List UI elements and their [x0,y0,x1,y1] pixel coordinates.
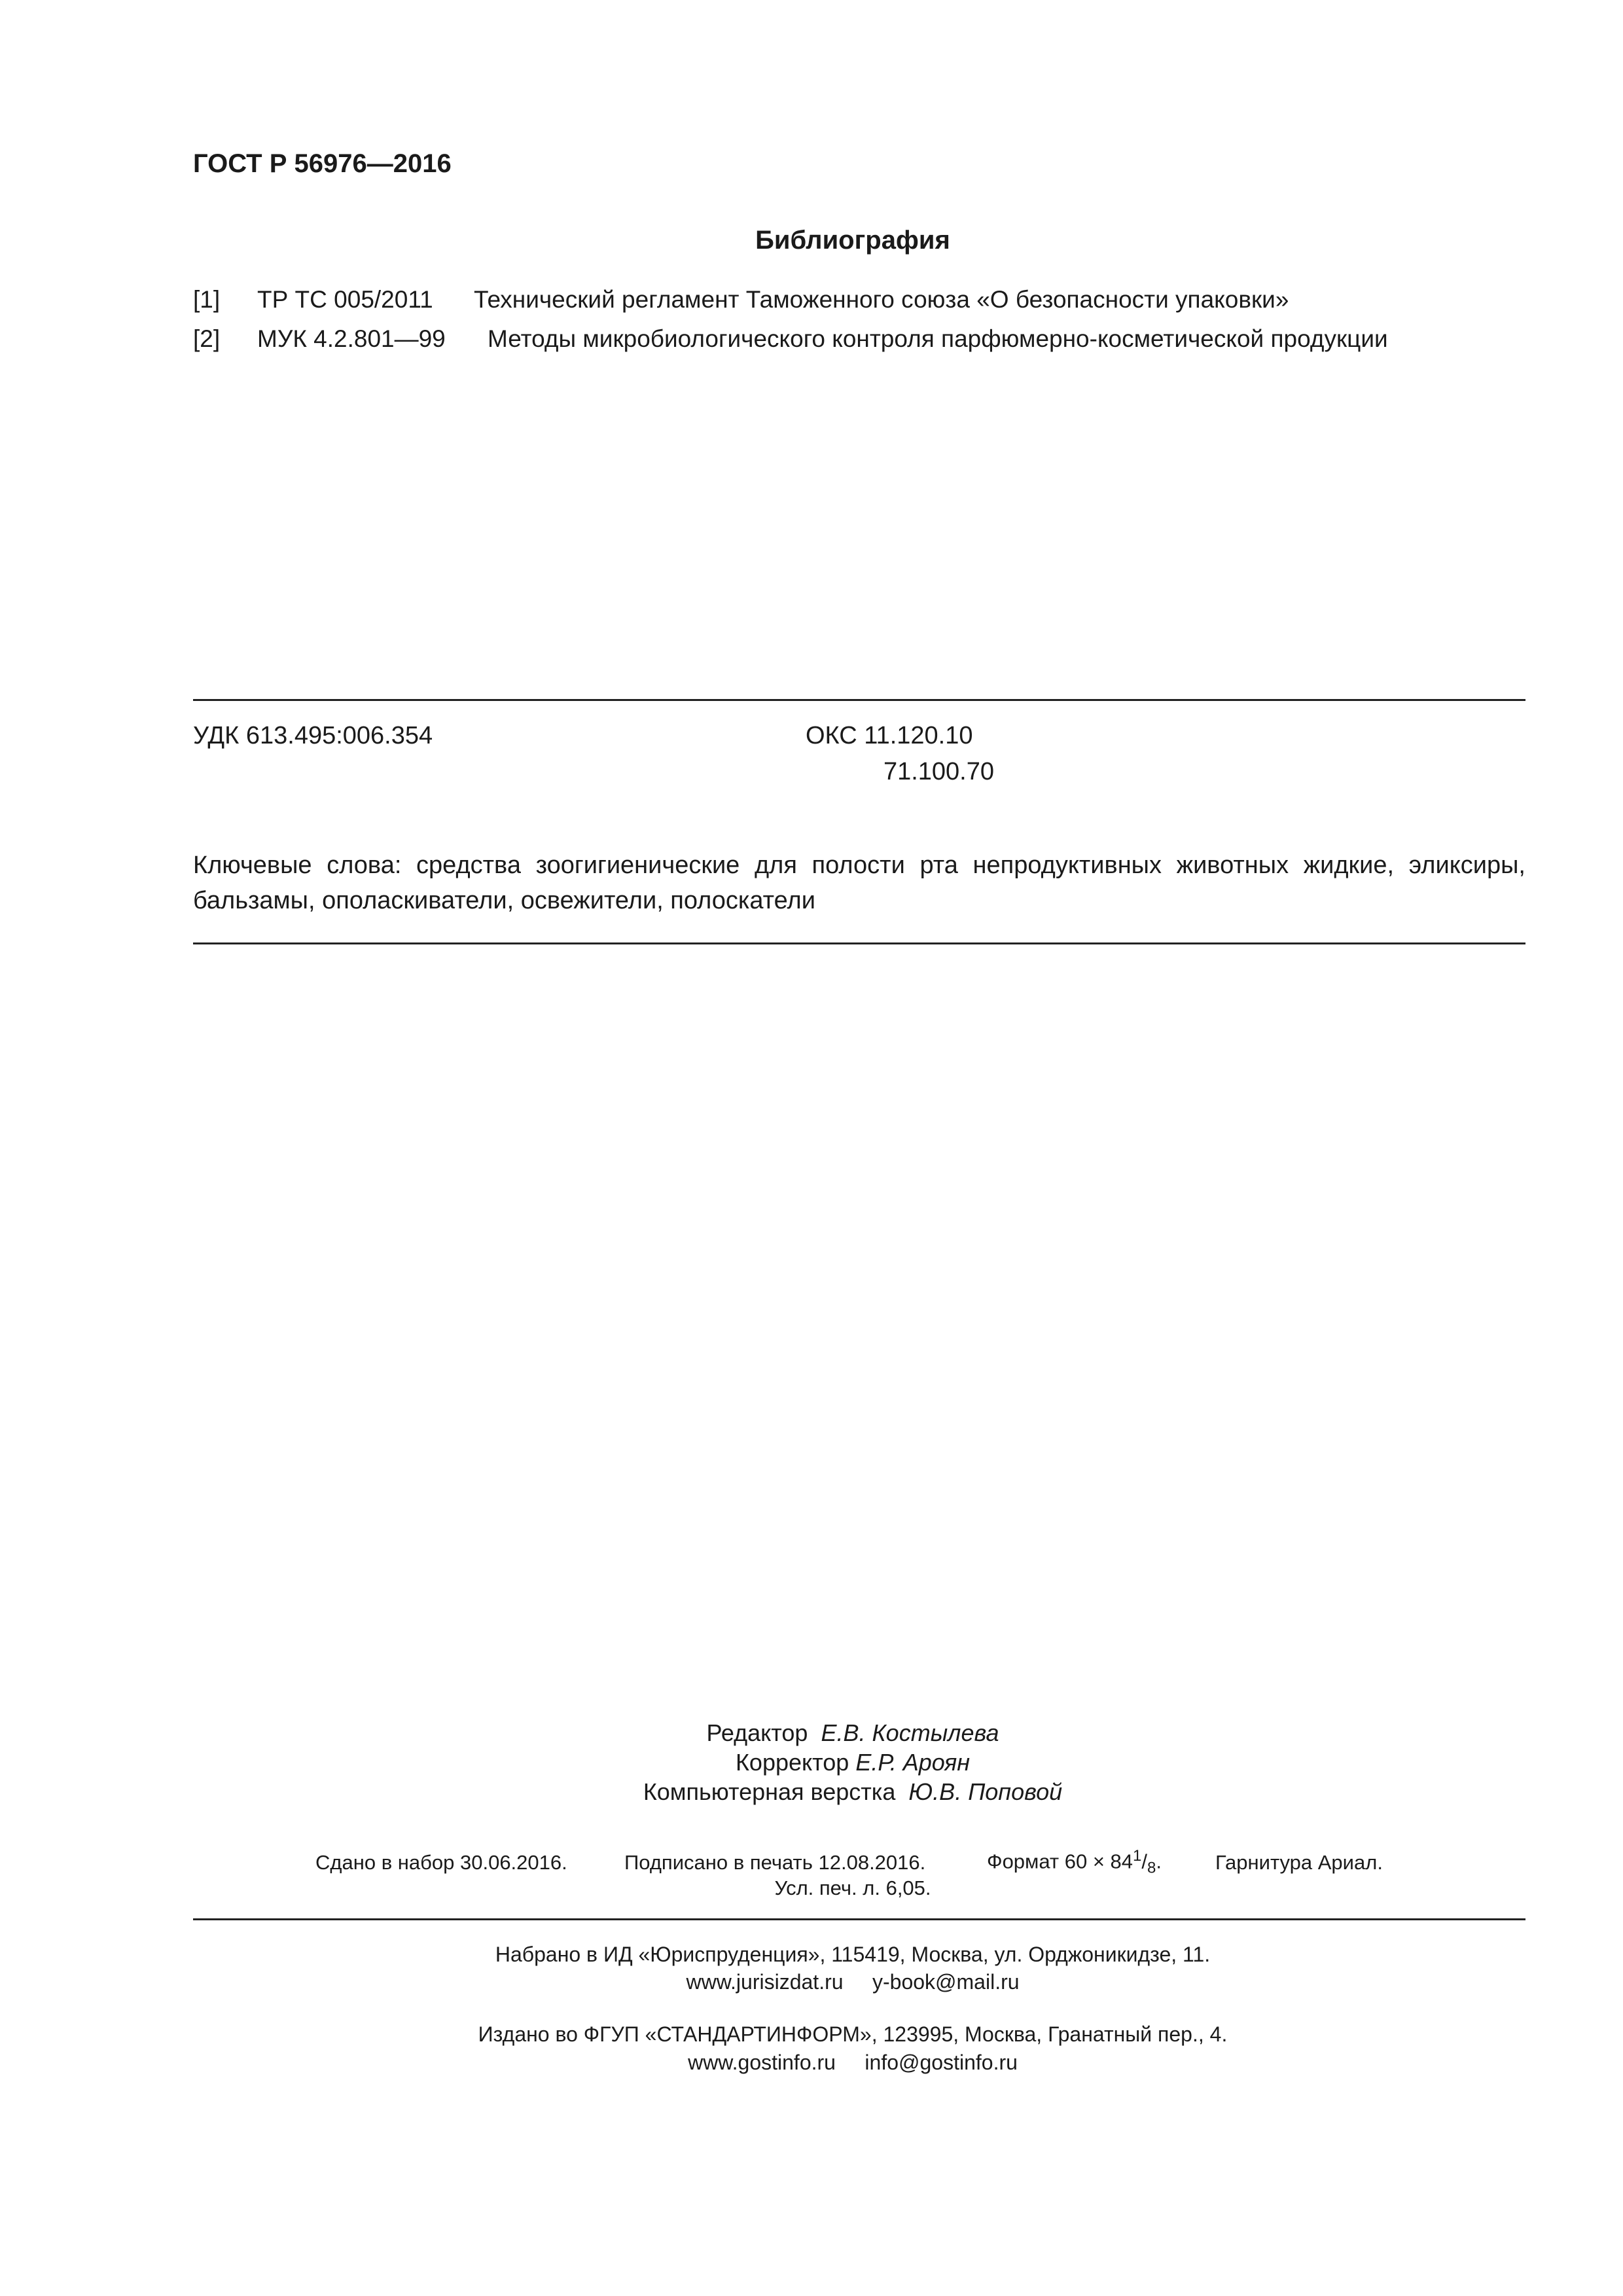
typeset-contacts [0,1970,1623,1994]
font-name: Гарнитура Ариал. [1215,1851,1383,1874]
layout-label: Компьютерная верстка [643,1778,896,1805]
signed-date: Подписано в печать 12.08.2016. [624,1851,926,1874]
publish-contacts [0,2051,1623,2075]
format-prefix: Формат 60 × 84 [987,1850,1133,1873]
publish-line: Издано во ФГУП «СТАНДАРТИНФОРМ», 123995, Москва, Гранатный пер., 4. [478,2022,1228,2046]
layout-line [0,1778,1623,1806]
editor-line [0,1719,1623,1747]
document-code: ГОСТ Р 56976—2016 [193,149,452,178]
paper-format [987,1847,1162,1878]
format-sup: 1 [1133,1847,1142,1865]
format-suffix: . [1156,1850,1162,1873]
editor-name: Е.В. Костылева [821,1719,999,1746]
bibliography-item-code: МУК 4.2.801—99 [257,325,446,352]
corrector-name: Е.Р. Ароян [855,1749,971,1776]
editor-label: Редактор [706,1719,808,1746]
bibliography-title: Библиография [755,226,950,255]
bibliography-item-number: [2] [193,325,221,352]
print-sheets: Усл. печ. л. 6,05. [774,1876,931,1899]
corrector-label: Корректор [735,1749,849,1776]
format-sub: 8 [1147,1859,1156,1877]
submitted-date: Сдано в набор 30.06.2016. [315,1851,567,1874]
bibliography-item-code: ТР ТС 005/2011 [257,286,433,313]
keywords: Ключевые слова: средства зоогигиенические для полости рта непродуктивных животных жидкие, эликсиры, бальзамы, ополаскиватели, освежители, полоскатели [193,852,1525,914]
publish-email[interactable]: info@gostinfo.ru [865,2051,1018,2074]
divider-top [193,699,1525,701]
oks-code-primary: ОКС 11.120.10 [806,722,973,749]
format-slash: / [1141,1850,1148,1873]
typeset-website[interactable]: www.jurisizdat.ru [686,1970,844,1994]
oks-code-secondary: 71.100.70 [883,758,994,785]
layout-name: Ю.В. Поповой [908,1778,1063,1805]
bibliography-item-text: Методы микробиологического контроля парфюмерно-косметической продукции [488,325,1388,352]
bibliography-item-text: Технический регламент Таможенного союза «О безопасности упаковки» [474,286,1289,313]
publish-website[interactable]: www.gostinfo.ru [688,2051,836,2074]
corrector-line [0,1749,1623,1776]
divider-bottom [193,1918,1525,1920]
typeset-email[interactable]: y-book@mail.ru [872,1970,1020,1994]
udk-code: УДК 613.495:006.354 [193,722,433,749]
bibliography-item-number: [1] [193,286,221,313]
divider-middle [193,942,1525,944]
typeset-line: Набрано в ИД «Юриспруденция», 115419, Москва, ул. Орджоникидзе, 11. [495,1943,1211,1966]
